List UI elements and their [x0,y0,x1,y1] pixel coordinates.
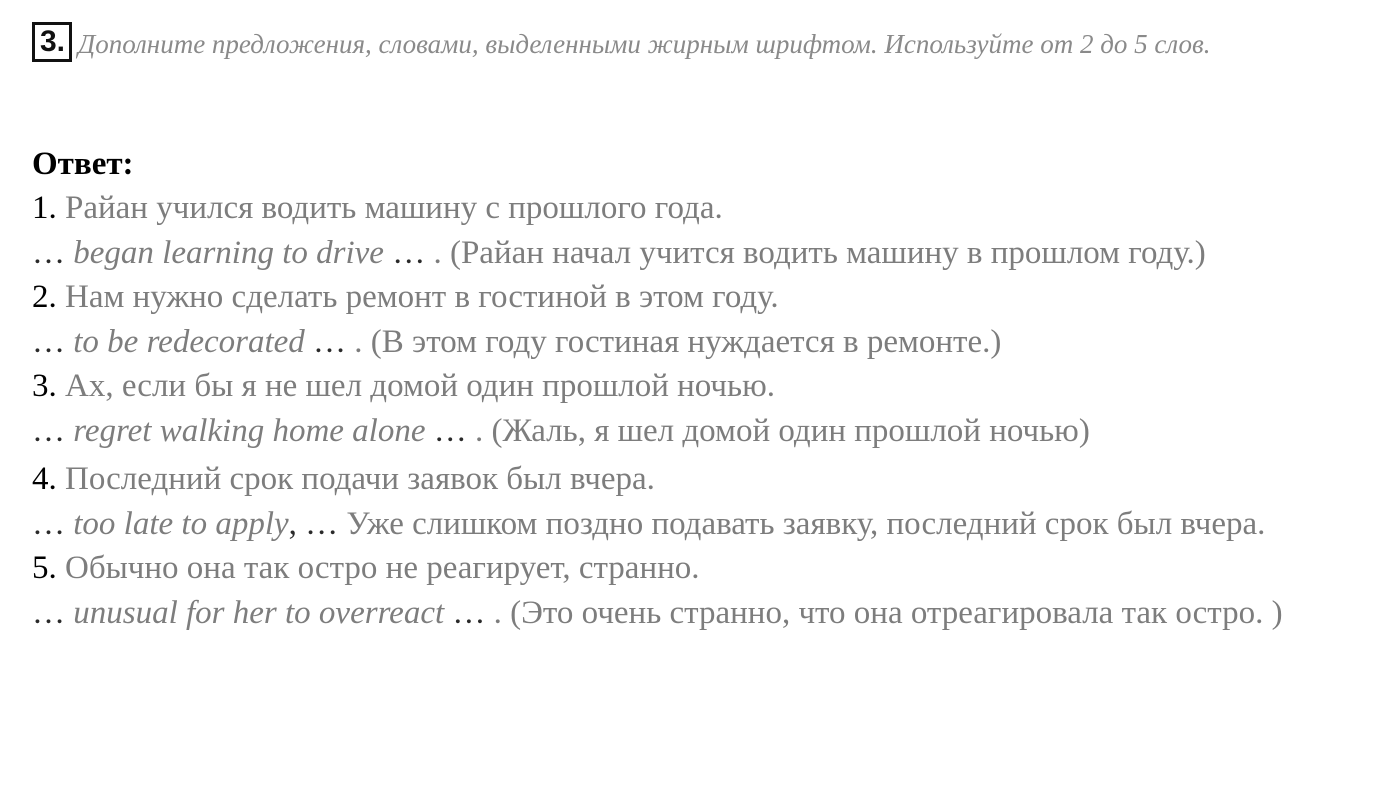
translation: . (В этом году гостиная нуждается в ремонте.) [354,323,1002,360]
original-sentence: Райан учился водить машину с прошлого года. [56,190,723,226]
answer-item-4-answer [32,502,1352,547]
item-number: 4. [32,461,57,497]
answer-item-3-answer [32,409,1352,454]
original-sentence: Обычно она так остро не реагирует, странно. [56,550,700,586]
ellipsis: … [32,323,74,360]
original-sentence: Ах, если бы я не шел домой один прошлой ночью. [56,368,775,404]
translation: . (Это очень странно, что она отреагировала так остро. ) [493,594,1283,631]
translation: . (Жаль, я шел домой один прошлой ночью) [475,412,1090,449]
translation: . (Райан начал учится водить машину в прошлом году.) [433,234,1206,271]
answer-phrase: regret walking home alone [73,412,434,449]
answer-item-5-sentence [32,546,1352,591]
answer-item-3-sentence [32,364,1352,409]
answer-phrase: unusual for her to overreact [73,594,453,631]
answer-list [32,186,1352,635]
ellipsis: … [433,412,475,449]
item-number: 1. [32,190,57,226]
task-number-box: 3. [32,22,72,62]
ellipsis: … [32,412,74,449]
ellipsis: … [452,594,494,631]
item-number: 5. [32,550,57,586]
answer-phrase: began learning to drive [73,234,393,271]
answer-heading: Ответ: [32,146,134,182]
answer-item-5-answer [32,591,1352,636]
answer-item-4-sentence [32,457,1352,502]
answer-block [32,142,1352,635]
task-header [32,22,1352,65]
answer-item-2-sentence [32,275,1352,320]
item-number: 3. [32,368,57,404]
answer-phrase: too late to apply [73,505,289,542]
ellipsis: … [32,234,74,271]
task-instruction: Дополните предложения, словами, выделенными жирным шрифтом. Используйте от 2 до 5 слов. [78,29,1211,59]
ellipsis: … [32,594,74,631]
item-number: 2. [32,279,57,315]
answer-item-1-answer [32,231,1352,276]
ellipsis: , … [288,505,347,542]
answer-item-1-sentence [32,186,1352,231]
answer-phrase: to be redecorated [73,323,314,360]
translation: Уже слишком поздно подавать заявку, последний срок был вчера. [346,505,1266,542]
original-sentence: Нам нужно сделать ремонт в гостиной в этом году. [56,279,779,315]
answer-item-2-answer [32,320,1352,365]
ellipsis: … [392,234,434,271]
ellipsis: … [313,323,355,360]
original-sentence: Последний срок подачи заявок был вчера. [56,461,655,497]
ellipsis: … [32,505,74,542]
